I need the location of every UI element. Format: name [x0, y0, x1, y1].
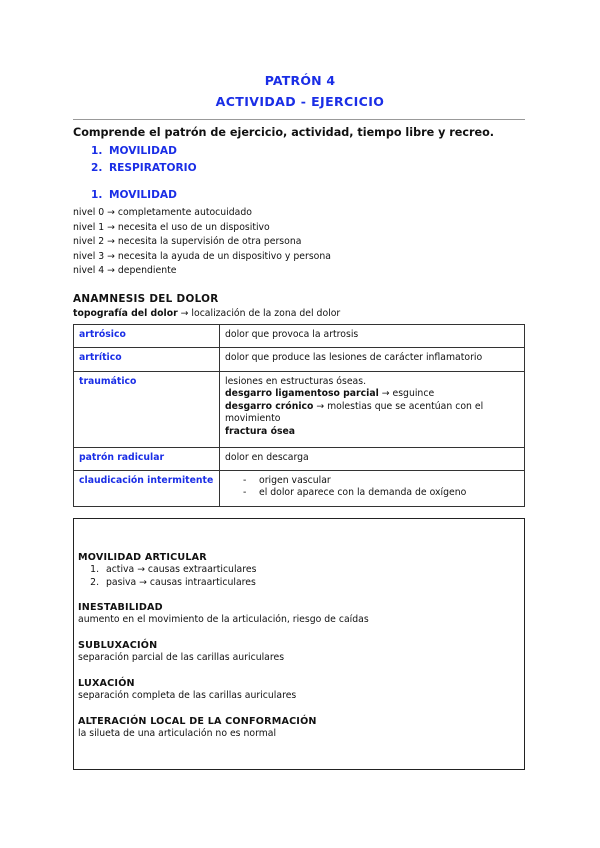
topografia-line: [73, 308, 340, 319]
topografia-def: → localización de la zona del dolor: [177, 308, 341, 319]
list-item: - el dolor aparece con la demanda de oxígeno: [243, 487, 519, 499]
concepts-box: [73, 518, 525, 770]
movilidad-heading: [91, 189, 177, 201]
movilidad-levels: [73, 206, 331, 279]
value-def: → molestias que se acentúan con el movimiento: [225, 400, 484, 425]
section-heading: MOVILIDAD ARTICULAR: [78, 552, 207, 563]
section-subluxacion: [78, 640, 284, 665]
index-label: RESPIRATORIO: [109, 162, 197, 174]
ordered-list: [78, 564, 256, 589]
index-num: 1.: [91, 145, 103, 157]
page-title: PATRÓN 4: [264, 73, 336, 88]
table-row: [74, 372, 525, 448]
section-text: aumento en el movimiento de la articulación, riesgo de caídas: [78, 614, 369, 626]
divider: [73, 119, 525, 120]
list-item: 1. activa → causas extraarticulares: [102, 564, 256, 576]
index-label: MOVILIDAD: [109, 145, 177, 157]
topografia-term: topografía del dolor: [73, 308, 178, 319]
row-key: claudicación intermitente: [74, 471, 220, 507]
index-item: [91, 160, 197, 177]
value-line: [225, 388, 519, 400]
section-heading: INESTABILIDAD: [78, 602, 163, 613]
section-text: separación parcial de las carillas auriculares: [78, 652, 285, 664]
section-heading: LUXACIÓN: [78, 678, 135, 689]
list-item: - origen vascular: [243, 475, 519, 487]
row-value: [220, 372, 525, 448]
row-key: traumático: [74, 372, 220, 448]
index-list: [91, 143, 197, 177]
row-key: artrítico: [74, 348, 220, 372]
section-heading: ALTERACIÓN LOCAL DE LA CONFORMACIÓN: [78, 716, 317, 727]
value-term: desgarro ligamentoso parcial: [225, 388, 379, 400]
value-def: → esguince: [378, 388, 435, 400]
value-line: [225, 401, 519, 426]
section-luxacion: [78, 678, 296, 703]
heading-num: 1.: [91, 189, 103, 201]
value-term: desgarro crónico: [225, 400, 314, 412]
dash-list: [225, 475, 519, 500]
row-key: patrón radicular: [74, 448, 220, 471]
heading-label: MOVILIDAD: [109, 189, 177, 201]
list-item: 2. pasiva → causas intraarticulares: [102, 577, 256, 589]
pain-table: [73, 324, 525, 507]
table-row: [74, 325, 525, 348]
table-row: [74, 471, 525, 507]
row-value: [220, 471, 525, 507]
level-item: nivel 0 → completamente autocuidado: [73, 207, 252, 218]
level-item: nivel 2 → necesita la supervisión de otra persona: [73, 236, 302, 248]
level-item: nivel 1 → necesita el uso de un dispositivo: [73, 221, 270, 233]
index-num: 2.: [91, 162, 103, 174]
section-inestabilidad: [78, 602, 369, 627]
row-value: dolor que provoca la artrosis: [220, 325, 525, 348]
value-term: fractura ósea: [225, 425, 296, 437]
level-item: nivel 4 → dependiente: [73, 265, 177, 277]
anamnesis-heading: ANAMNESIS DEL DOLOR: [73, 293, 219, 305]
page-subtitle: ACTIVIDAD - EJERCICIO: [215, 94, 385, 109]
row-value: dolor en descarga: [220, 448, 525, 471]
section-heading: SUBLUXACIÓN: [78, 640, 158, 651]
value-line: lesiones en estructuras óseas.: [225, 376, 367, 387]
section-alteracion: [78, 716, 317, 741]
table-row: [74, 348, 525, 372]
level-item: nivel 3 → necesita la ayuda de un dispositivo y persona: [73, 250, 331, 262]
section-text: separación completa de las carillas auriculares: [78, 690, 297, 702]
intro-text: Comprende el patrón de ejercicio, actividad, tiempo libre y recreo.: [73, 126, 495, 139]
section-text: la silueta de una articulación no es normal: [78, 728, 277, 740]
section-movilidad-articular: [78, 552, 256, 589]
table-row: [74, 448, 525, 471]
row-key: artrósico: [74, 325, 220, 348]
row-value: dolor que produce las lesiones de carácter inflamatorio: [220, 348, 525, 372]
index-item: [91, 143, 197, 160]
value-line: [225, 426, 519, 438]
